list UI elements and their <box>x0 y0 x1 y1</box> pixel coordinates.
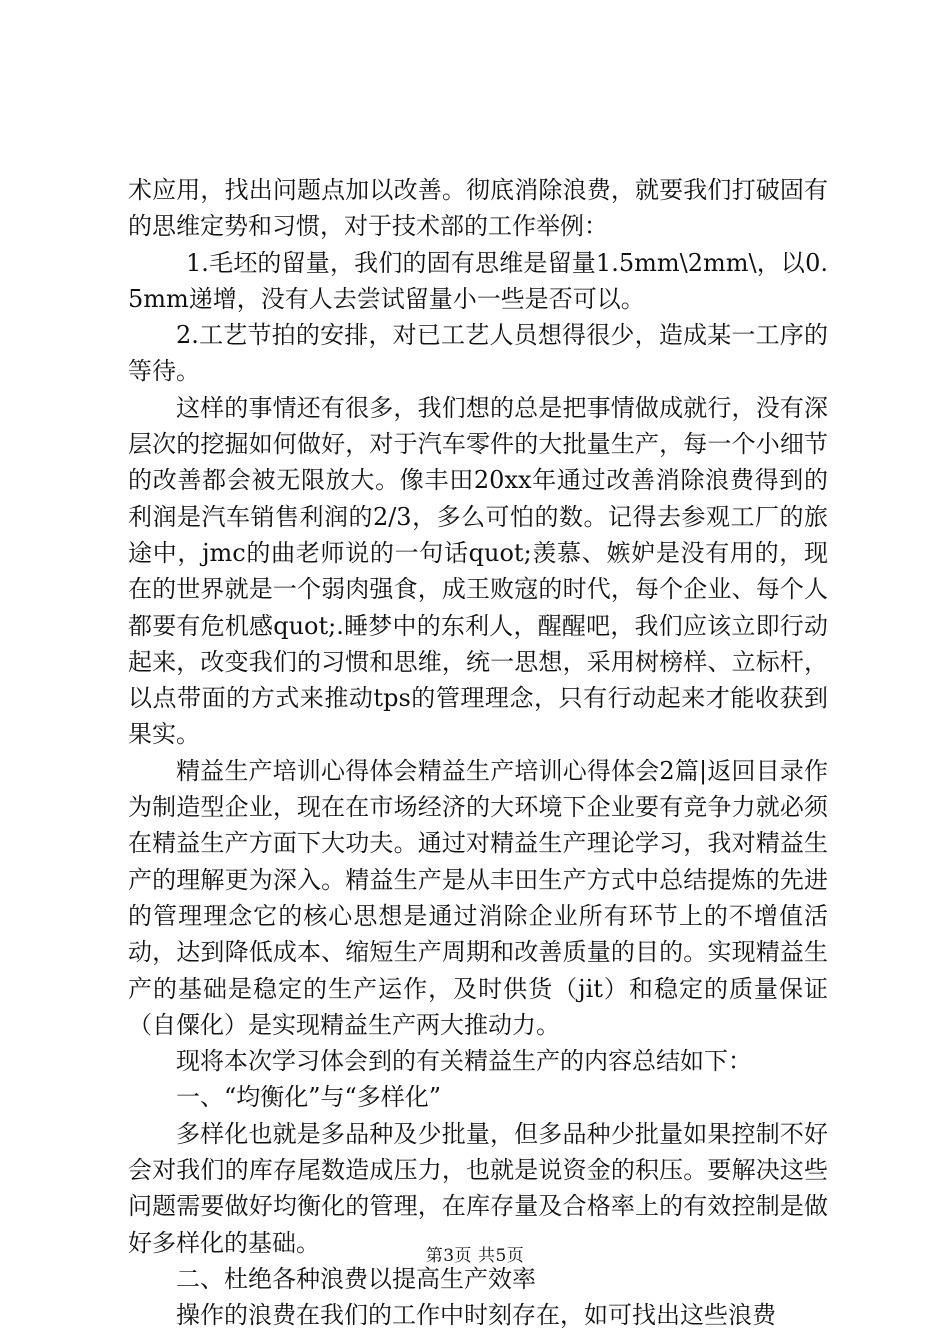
paragraph-summary-intro: 现将本次学习体会到的有关精益生产的内容总结如下： <box>176 1047 752 1076</box>
heading-section-2: 二、杜绝各种浪费以提高生产效率 <box>176 1264 536 1293</box>
paragraph-operation-waste: 操作的浪费在我们的工作中时刻存在，如可找出这些浪费 <box>176 1301 776 1330</box>
paragraph-diversification: 多样化也就是多品种及少批量，但多品种少批量如果控制不好会对我们的库存尾数造成压力，也就是说资金的积压。要解决这些问题需要做好均衡化的管理，在库存量及合格率上的有效控制是做好多样化的基础。 <box>128 1119 828 1257</box>
paragraph-continuation: 术应用，找出问题点加以改善。彻底消除浪费，就要我们打破固有的思维定势和习惯，对于技术部的工作举例： <box>128 176 828 241</box>
document-body <box>128 172 828 1334</box>
page-number-footer: 第3页 共5页 <box>425 1246 525 1266</box>
heading-section-1: 一、“均衡化”与“多样化” <box>176 1083 442 1112</box>
paragraph-many-things: 这样的事情还有很多，我们想的总是把事情做成就行，没有深层次的挖掘如何做好，对于汽车零件的大批量生产，每一个小细节的改善都会被无限放大。像丰田20xx年通过改善消除浪费得到的利润是汽车销售利润的2/3，多么可怕的数。记得去参观工厂的旅途中，jmc的曲老师说的一句话quot;羡慕、嫉妒是没有用的，现在的世界就是一个弱肉强食，成王败寇的时代，每个企业、每个人都要有危机感quot;.睡梦中的东利人，醒醒吧，我们应该立即行动起来，改变我们的习惯和思维，统一思想，采用树榜样、立标杆，以点带面的方式来推动tps的管理理念，只有行动起来才能收获到果实。 <box>128 393 828 749</box>
paragraph-example-1: 1.毛坯的留量，我们的固有思维是留量1.5mm\2mm\，以0.5mm递增，没有人去尝试留量小一些是否可以。 <box>128 248 828 313</box>
paragraph-lean-training: 精益生产培训心得体会精益生产培训心得体会2篇|返回目录作为制造型企业，现在在市场经济的大环境下企业要有竞争力就必须在精益生产方面下大功夫。通过对精益生产理论学习，我对精益生产的理解更为深入。精益生产是从丰田生产方式中总结提炼的先进的管理理念它的核心思想是通过消除企业所有环节上的不增值活动，达到降低成本、缩短生产周期和改善质量的目的。实现精益生产的基础是稳定的生产运作，及时供货（jit）和稳定的质量保证（自僳化）是实现精益生产两大推动力。 <box>128 756 828 1039</box>
paragraph-example-2: 2.工艺节拍的安排，对已工艺人员想得很少，造成某一工序的等待。 <box>128 321 828 386</box>
